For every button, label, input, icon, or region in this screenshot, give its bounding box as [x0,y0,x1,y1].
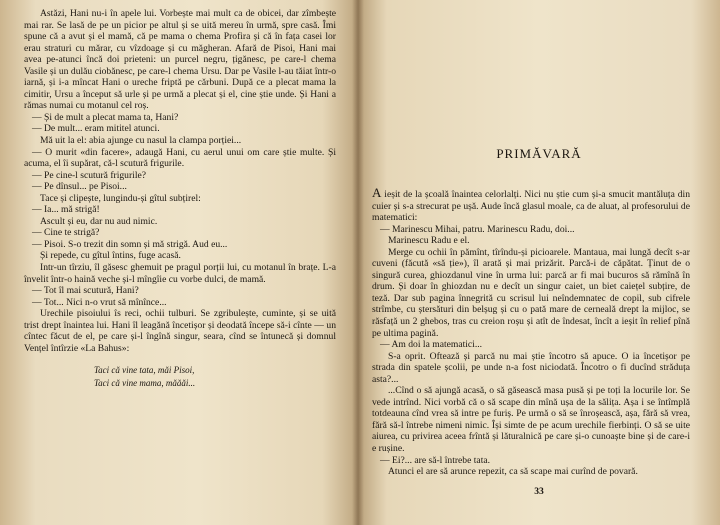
dialogue-line: — Marinescu Mihai, patru. Marinescu Radu, doi... [380,223,575,235]
right-page-text [372,185,690,478]
drop-cap: A [372,185,382,200]
paragraph: Și repede, cu gîtul întins, fuge acasă. [40,250,181,262]
book-gutter [352,0,364,525]
paragraph: Urechile pisoiului îs reci, ochii tulburi. Se zgribulește, cuminte, și se uită trist drept înaintea lui. Hani îl leagănă încetișor și deodată începe să-i cînte — un cîntec făcut de el, pe care și-l îngînă singur, seara, cînd se întunecă și domnul Vențel întîrzie «La Bahus»: [24,308,336,354]
left-page-text [24,8,336,390]
dialogue-line: — Ei?... are să-l întrebe tata. [380,454,491,466]
paragraph: Tace și clipește, lungindu-și gîtul subțirel: [40,192,201,204]
page-number: 33 [534,486,544,497]
dialogue-line: — Pisoi. S-o trezit din somn și mă strigă. Aud eu... [32,238,228,250]
dialogue-line: — De mult... eram mititel atunci. [32,123,160,135]
paragraph: Ascult și eu, dar nu aud nimic. [40,215,158,227]
dialogue-line: — Cine te strigă? [32,227,100,239]
paragraph: ...Cînd o să ajungă acasă, o să găsească masa pusă și pe toți la locurile lor. Se vede intrînd. Nici vorbă că o să scape din mînă ușa de la sălița. Așa i se întîmplă totdeauna cînd vrea să intre pe furiș. Pe urmă o să se înroșească, așa, fără să vrea, fără să-l întrebe nimeni nimic. Își simte de pe acum urechile fierbinți. O să se uite aiurea, cu privirea aceea frîntă și lăturalnică pe care și-o cunoaște bine și de care-i e rușine. [372,385,690,455]
dialogue-line: — Tot îl mai scutură, Hani? [32,285,139,297]
right-page [358,0,720,525]
dialogue-line: — Am doi la matematici... [380,339,483,351]
paragraph: Merge cu ochii în pămînt, tîrîndu-și picioarele. Mantaua, mai lungă decît s-ar cuveni (făcută «să ție»), îl arată și mai prizărit. Parcă-i de căpătat. Ținut de o singură curea, ghiozdanul vine în urma lui: parcă ar fi mai bucuros să rămînă în drum. Și doar în ghiozdan nu e decît un singur caiet, un biet caiețel subțire, de teză. Dar sub pagina înnegrită cu scrisul lui neîndemnatec de copil, sub cifrele strîmbe, cu ștersături din belșug și cu o pată mare de cerneală drept la mijloc, se răsfață un 2 ghebos, tras cu creion roșu și atît de îndesat, încît a ieșit în relief pînă pe ultima pagină. [372,246,690,339]
verse-line: Taci că vine mama, măăăi... [94,378,196,389]
dialogue-line: — Tot... Nici n-o vrut să mînînce... [32,296,167,308]
paragraph: Atunci el are să arunce repezit, ca să scape mai curînd de povară. [388,466,638,478]
verse-line: Taci că vine tata, măi Pisoi, [94,365,195,376]
opening-paragraph-text: ieșit de la școală înaintea celorlalți. Nici nu știe cum și-a smucit mantăluța din cuier și s-a strecurat pe ușă. Aude încă glasul moale, ca de aluat, al profesorului de matematici: [372,189,690,224]
paragraph: S-a oprit. Oftează și parcă nu mai știe încotro să apuce. O ia încetișor pe strada din spatele școlii, pe unde n-a fost niciodată. Încotro o fi ducînd străduța asta?... [372,350,690,385]
paragraph: Mă uit la el: abia ajunge cu nasul la clampa porției... [40,135,242,147]
dialogue-line: — Pe dînsul... pe Pisoi... [32,181,127,193]
paragraph: Marinescu Radu e el. [388,235,470,247]
left-page [0,0,358,525]
dialogue-line: — Și de mult a plecat mama ta, Hani? [32,111,179,123]
lullaby-verse [94,364,336,390]
paragraph: Astăzi, Hani nu-i în apele lui. Vorbește mai mult ca de obicei, dar zîmbește mai rar. Se lasă de pe un picior pe altul și se uită mereu în urmă, spre casă. Îmi spune că a avut și el mamă, că pe mama o chema Profira și că în fața casei lor erau straturi cu mărar, cu vîzdoage și cu măgheran. Afară de Pisoi, Hani mai avea pe-atunci încă doi prieteni: un purcel negru, țigănesc, pe care-l chema Vasile și un dulău ciobănesc, pe care-l chema Ursu. Dar pe Vasile l-au tăiat într-o iarnă, și i-a mîncat Hani o ureche friptă pe cărbuni. După ce a plecat mama la cimitir, Ursu a început să urle și pe urmă a plecat și el, cine știe unde. Și Hani a rămas numai cu motanul cel roș. [24,8,336,112]
dialogue-line: — O murit «din facere», adaugă Hani, cu aerul unui om care știe multe. Și acuma, el îi supărat, că-l scutură frigurile. [24,146,336,170]
paragraph: Intr-un tîrziu, îl găsesc ghemuit pe pragul porții lui, cu motanul în brațe. L-a învelit într-o haină veche și-l mîngîie cu vorbe dulci, de mamă. [24,262,336,285]
opening-paragraph [372,185,690,224]
dialogue-line: — Pe cine-l scutură frigurile? [32,169,147,181]
dialogue-line: — Ia... mă strigă! [32,204,100,216]
chapter-title: PRIMĂVARĂ [496,146,582,161]
